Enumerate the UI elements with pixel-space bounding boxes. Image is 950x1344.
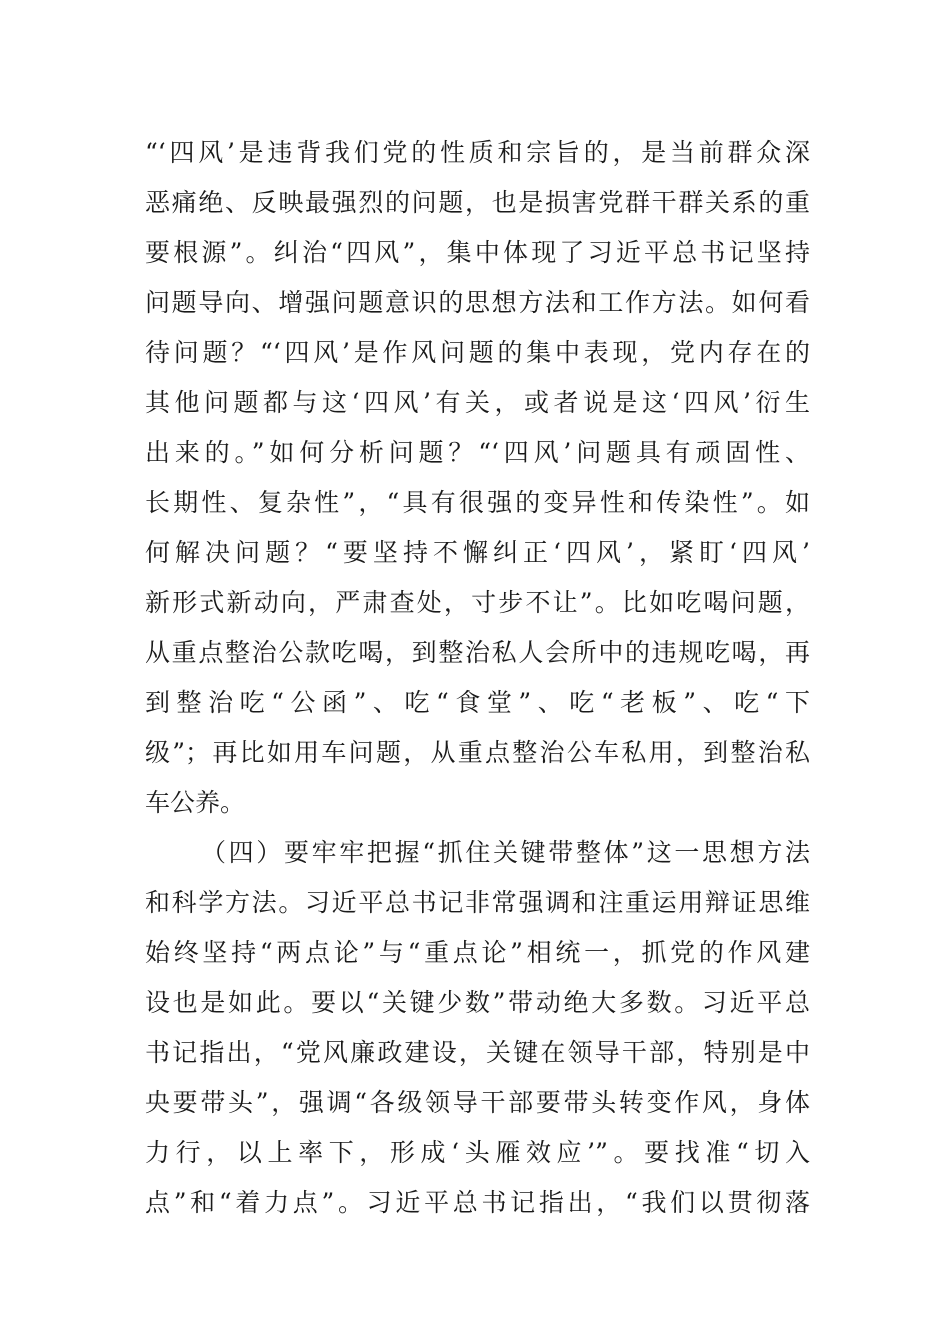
body-text-line: 其他问题都与这‘四风’有关，或者说是这‘四风’衍生 bbox=[145, 388, 810, 417]
body-text-line: 出来的。”如何分析问题？“‘四风’问题具有顽固性、 bbox=[145, 438, 810, 467]
body-text-line: 级”；再比如用车问题，从重点整治公车私用，到整治私 bbox=[145, 738, 810, 767]
body-text-line: 待问题？“‘四风’是作风问题的集中表现，党内存在的 bbox=[145, 338, 810, 367]
body-text-line: 设也是如此。要以“关键少数”带动绝大多数。习近平总 bbox=[145, 988, 810, 1017]
section-heading-line: （四）要牢牢把握“抓住关键带整体”这一思想方法 bbox=[201, 838, 810, 867]
body-text-line: 何解决问题？“要坚持不懈纠正‘四风’，紧盯‘四风’ bbox=[145, 538, 810, 567]
body-text-line: 和科学方法。习近平总书记非常强调和注重运用辩证思维 bbox=[145, 888, 810, 917]
body-text-line: 新形式新动向，严肃查处，寸步不让”。比如吃喝问题， bbox=[145, 588, 810, 617]
body-text-line: 恶痛绝、反映最强烈的问题，也是损害党群干群关系的重 bbox=[145, 188, 810, 217]
body-text-line: 车公养。 bbox=[145, 788, 246, 817]
body-text-line: 长期性、复杂性”，“具有很强的变异性和传染性”。如 bbox=[145, 488, 810, 517]
body-text-line: 始终坚持“两点论”与“重点论”相统一，抓党的作风建 bbox=[145, 938, 810, 967]
body-text-line: 央要带头”，强调“各级领导干部要带头转变作风，身体 bbox=[145, 1088, 810, 1117]
body-text-line: 点”和“着力点”。习近平总书记指出，“我们以贯彻落 bbox=[145, 1188, 810, 1217]
body-text-line: 从重点整治公款吃喝，到整治私人会所中的违规吃喝，再 bbox=[145, 638, 810, 667]
body-text-line: 书记指出，“党风廉政建设，关键在领导干部，特别是中 bbox=[145, 1038, 810, 1067]
body-text-line: 要根源”。纠治“四风”，集中体现了习近平总书记坚持 bbox=[145, 238, 810, 267]
body-text-line: 力行，以上率下，形成‘头雁效应’”。要找准“切入 bbox=[145, 1138, 810, 1167]
body-text-line: 到整治吃“公函”、吃“食堂”、吃“老板”、吃“下 bbox=[145, 688, 810, 717]
body-text-line: 问题导向、增强问题意识的思想方法和工作方法。如何看 bbox=[145, 288, 810, 317]
body-text-line: “‘四风’是违背我们党的性质和宗旨的，是当前群众深 bbox=[145, 138, 810, 167]
